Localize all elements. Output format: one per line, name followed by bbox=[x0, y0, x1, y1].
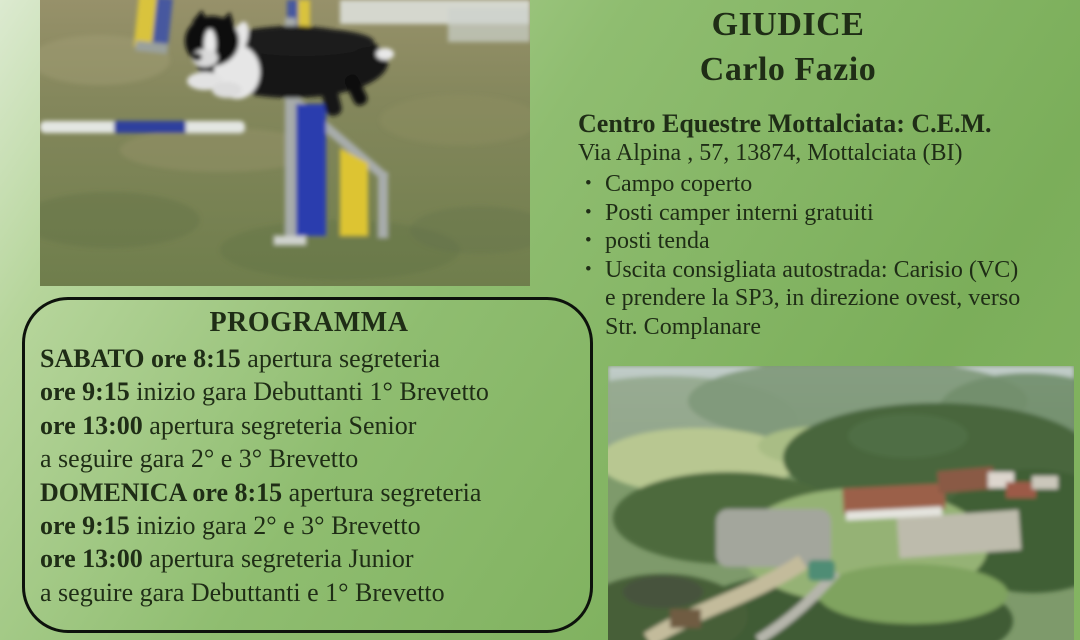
venue-name: Centro Equestre Mottalciata: C.E.M. bbox=[578, 109, 992, 138]
paddock bbox=[897, 510, 1021, 558]
program-line: DOMENICA ore 8:15 apertura segreteria bbox=[40, 477, 482, 507]
aerial-venue-photo-art bbox=[608, 366, 1074, 640]
blue-panel bbox=[296, 104, 326, 236]
judge-block bbox=[578, 0, 998, 92]
bullet-icon: • bbox=[585, 230, 592, 251]
venue-feature-item bbox=[578, 256, 1025, 342]
venue-block bbox=[578, 109, 1050, 341]
bullet-icon: • bbox=[585, 173, 592, 194]
program-line: ore 9:15 inizio gara Debuttanti 1° Brevetto bbox=[40, 377, 489, 407]
venue-feature-item bbox=[578, 170, 1025, 199]
judge-name: Carlo Fazio bbox=[699, 51, 877, 88]
program-line: a seguire gara Debuttanti e 1° Brevetto bbox=[40, 577, 445, 607]
bullet-icon: • bbox=[585, 201, 592, 223]
info-column bbox=[578, 0, 1050, 341]
venue-feature-text: Campo coperto bbox=[605, 171, 753, 197]
parking-area bbox=[716, 509, 831, 567]
front-paw bbox=[212, 82, 242, 98]
dog-agility-photo-art bbox=[40, 0, 530, 286]
green-structure bbox=[808, 560, 835, 581]
tail-tip bbox=[376, 48, 394, 60]
program-line: ore 13:00 apertura segreteria Senior bbox=[40, 410, 417, 440]
venue-feature-text: Uscita consigliata autostrada: Carisio (VC) e prendere la SP3, in direzione ovest, verso Str. Complanare bbox=[605, 256, 1021, 340]
program-box bbox=[22, 297, 593, 633]
pond bbox=[623, 576, 703, 608]
program-title: PROGRAMMA bbox=[209, 307, 409, 338]
dog-agility-photo bbox=[40, 0, 530, 286]
venue-feature-text: posti tenda bbox=[605, 228, 710, 254]
shed bbox=[670, 609, 701, 628]
venue-address: Via Alpina , 57, 13874, Mottalciata (BI) bbox=[578, 140, 963, 166]
striped-pole-left bbox=[133, 0, 173, 54]
program-line: ore 13:00 apertura segreteria Junior bbox=[40, 544, 414, 574]
program-line: SABATO ore 8:15 apertura segreteria bbox=[40, 344, 440, 373]
yellow-panel bbox=[340, 148, 368, 236]
venue-feature-item bbox=[578, 227, 1025, 256]
venue-feature-text: Posti camper interni gratuiti bbox=[605, 199, 874, 226]
program-line: ore 9:15 inizio gara 2° e 3° Brevetto bbox=[40, 511, 421, 541]
program-schedule bbox=[40, 342, 578, 609]
venue-feature-list bbox=[578, 170, 1050, 341]
venue-feature-item bbox=[578, 199, 1025, 228]
aerial-venue-photo bbox=[608, 366, 1074, 640]
jump-bar bbox=[40, 121, 245, 133]
program-line: a seguire gara 2° e 3° Brevetto bbox=[40, 444, 359, 474]
bullet-icon: • bbox=[585, 258, 592, 280]
judge-title: GIUDICE bbox=[711, 6, 865, 43]
